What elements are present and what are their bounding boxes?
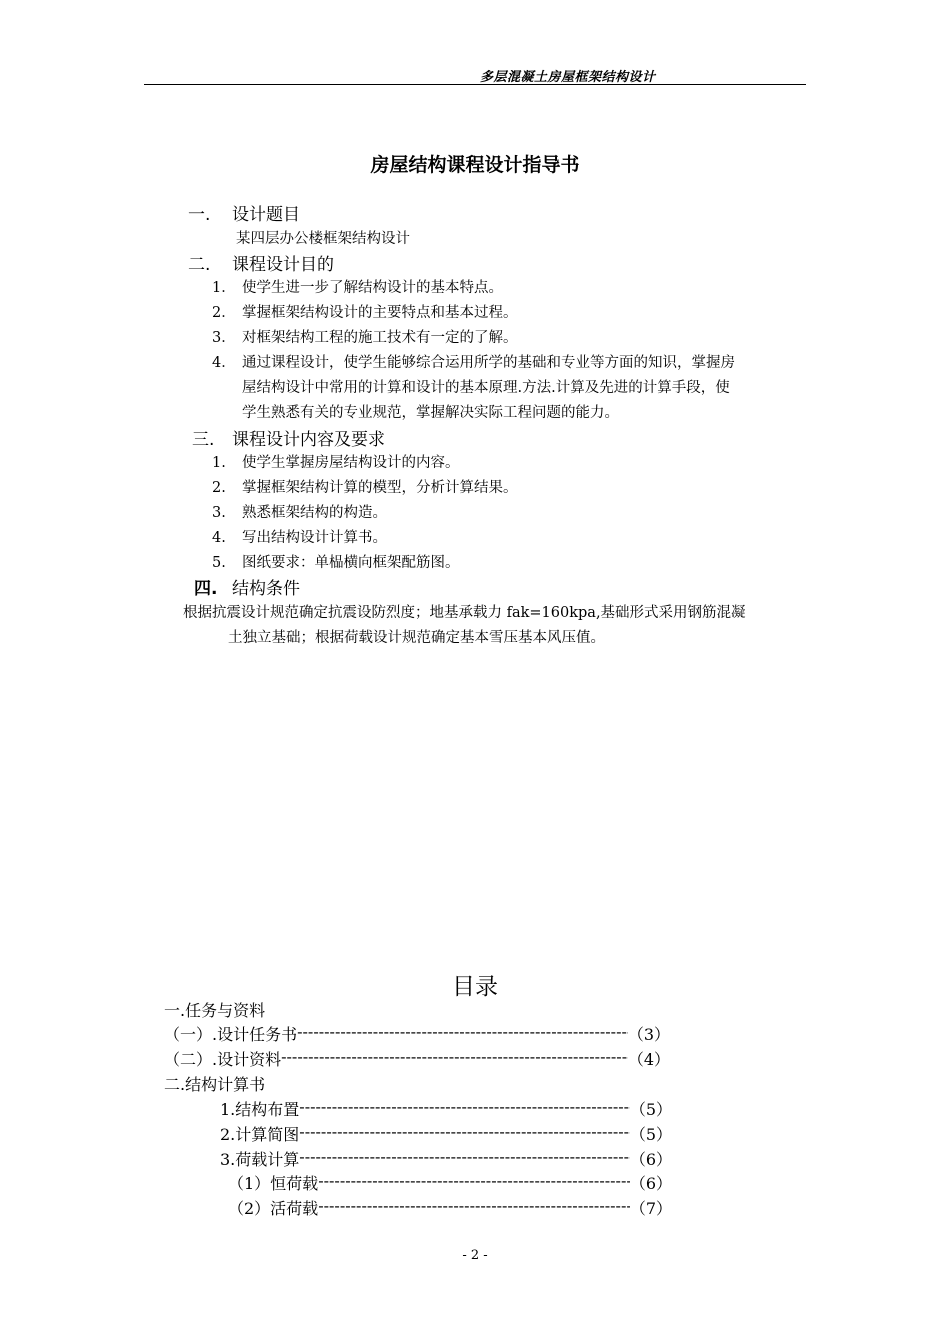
toc-leader-dots <box>299 1097 630 1120</box>
header-rule <box>144 84 806 85</box>
toc-page-number: （4） <box>627 1050 670 1069</box>
document-title: 房屋结构课程设计指导书 <box>370 154 580 176</box>
item-text: 写出结构设计计算书。 <box>242 530 387 546</box>
list-item <box>212 351 735 372</box>
toc-entry[interactable] <box>220 1122 672 1145</box>
toc-part-1: 一.任务与资料 <box>164 1001 266 1020</box>
toc-entry-label: （1）恒荷载 <box>228 1174 319 1193</box>
toc-entry-label: （一）.设计任务书 <box>164 1025 298 1044</box>
toc-leader-dots <box>318 1196 630 1219</box>
toc-leader-dots <box>299 1147 630 1170</box>
toc-entry[interactable] <box>220 1097 672 1120</box>
section-heading-4 <box>194 574 300 599</box>
list-item <box>212 301 518 322</box>
list-item <box>212 326 518 347</box>
toc-entry[interactable] <box>220 1147 672 1170</box>
item-number: 2. <box>212 480 226 496</box>
item-number: 3． <box>212 330 236 346</box>
toc-leader-dots <box>299 1122 630 1145</box>
toc-entry[interactable] <box>228 1196 672 1219</box>
item-number: 5. <box>212 555 226 571</box>
toc-part-2: 二.结构计算书 <box>164 1075 266 1094</box>
toc-page-number: （6） <box>629 1174 672 1193</box>
conditions-line-2: 土独立基础；根据荷载设计规范确定基本雪压基本风压值。 <box>228 630 605 646</box>
toc-entry-label: 3.荷载计算 <box>220 1150 300 1169</box>
toc-entry[interactable] <box>228 1171 672 1194</box>
list-item <box>212 476 518 497</box>
item-number: 4． <box>212 355 236 371</box>
toc-entry-label: （2）活荷载 <box>228 1199 319 1218</box>
toc-entry[interactable] <box>164 1022 670 1045</box>
section-label: 课程设计目的 <box>232 255 334 275</box>
toc-entry-label: （二）.设计资料 <box>164 1050 282 1069</box>
item-text: 掌握框架结构设计的主要特点和基本过程。 <box>242 305 518 321</box>
list-item <box>212 276 503 297</box>
toc-title: 目录 <box>452 974 498 1000</box>
section-heading-1 <box>188 200 300 225</box>
section-label: 结构条件 <box>232 579 300 599</box>
list-item <box>212 451 460 472</box>
item-text: 熟悉框架结构的构造。 <box>242 505 387 521</box>
item-text: 掌握框架结构计算的模型，分析计算结果。 <box>242 480 518 496</box>
toc-page-number: （3） <box>627 1025 670 1044</box>
running-header: 多层混凝土房屋框架结构设计 <box>480 70 656 85</box>
item-number: 1. <box>212 455 226 471</box>
item-text: 通过课程设计，使学生能够综合运用所学的基础和专业等方面的知识，掌握房 <box>242 355 735 371</box>
page-number: - 2 - <box>462 1248 488 1263</box>
toc-leader-dots <box>281 1047 628 1070</box>
section-heading-3 <box>192 425 385 450</box>
item-text: 对框架结构工程的施工技术有一定的了解。 <box>242 330 518 346</box>
item-text: 使学生进一步了解结构设计的基本特点。 <box>242 280 503 296</box>
item-number: 4. <box>212 530 226 546</box>
section-label: 设计题目 <box>232 205 300 225</box>
item-number: 3. <box>212 505 226 521</box>
conditions-line-1: 根据抗震设计规范确定抗震设防烈度；地基承载力 fak=160kpa,基础形式采用钢筋混凝 <box>183 605 746 621</box>
item-number: 1． <box>212 280 236 296</box>
item-continuation: 屋结构设计中常用的计算和设计的基本原理.方法.计算及先进的计算手段，使 <box>242 380 730 396</box>
toc-entry-label: 1.结构布置 <box>220 1100 300 1119</box>
section-number: 三. <box>192 430 215 450</box>
section-number: 四. <box>194 579 218 599</box>
list-item <box>212 526 387 547</box>
toc-page-number: （5） <box>629 1125 672 1144</box>
section-number: 一. <box>188 205 211 225</box>
list-item <box>212 551 460 572</box>
toc-leader-dots <box>318 1171 630 1194</box>
section-number: 二. <box>188 255 211 275</box>
item-text: 使学生掌握房屋结构设计的内容。 <box>242 455 460 471</box>
toc-page-number: （5） <box>629 1100 672 1119</box>
toc-leader-dots <box>297 1022 628 1045</box>
item-number: 2． <box>212 305 236 321</box>
toc-entry[interactable] <box>164 1047 670 1070</box>
item-continuation: 学生熟悉有关的专业规范，掌握解决实际工程问题的能力。 <box>242 405 619 421</box>
item-text: 图纸要求：单榀横向框架配筋图。 <box>242 555 460 571</box>
list-item <box>212 501 387 522</box>
toc-page-number: （7） <box>629 1199 672 1218</box>
design-topic: 某四层办公楼框架结构设计 <box>236 231 410 247</box>
toc-entry-label: 2.计算简图 <box>220 1125 300 1144</box>
section-label: 课程设计内容及要求 <box>232 430 385 450</box>
section-heading-2 <box>188 250 334 275</box>
toc-page-number: （6） <box>629 1150 672 1169</box>
